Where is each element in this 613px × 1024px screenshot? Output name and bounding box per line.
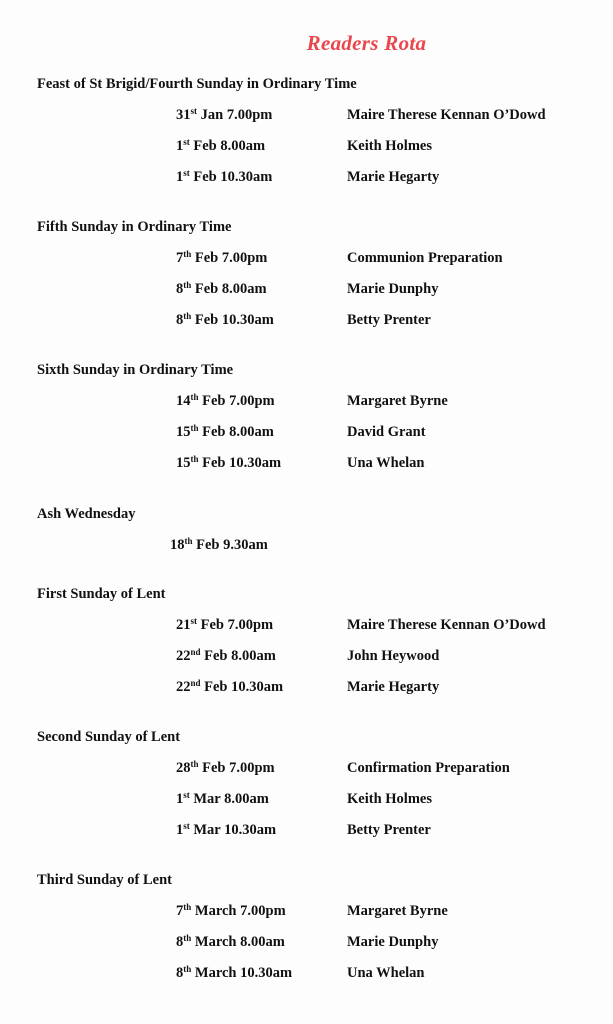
table-row [0,791,613,811]
service-date: 18th Feb 9.30am [170,536,268,553]
service-date: 1st Mar 10.30am [176,821,277,838]
table-row [0,965,613,985]
reader-name: Una Whelan [347,455,425,471]
section-heading: Sixth Sunday in Ordinary Time [37,362,234,378]
reader-name: Marie Dunphy [347,934,439,950]
section-heading: Third Sunday of Lent [37,872,172,888]
service-date: 1st Feb 10.30am [176,168,273,185]
service-date: 8th March 8.00am [176,933,285,950]
reader-name: Keith Holmes [347,138,432,154]
service-date: 7th Feb 7.00pm [176,249,268,266]
reader-name: Betty Prenter [347,822,431,838]
reader-name: Maire Therese Kennan O’Dowd [347,107,546,123]
service-date: 28th Feb 7.00pm [176,759,275,776]
table-row [0,648,613,668]
table-row [0,250,613,270]
reader-name: Marie Dunphy [347,281,439,297]
table-row [0,455,613,475]
service-date: 7th March 7.00pm [176,902,286,919]
service-date: 15th Feb 8.00am [176,423,274,440]
reader-name: Marie Hegarty [347,169,440,185]
table-row [0,537,613,557]
service-date: 15th Feb 10.30am [176,454,282,471]
table-row [0,312,613,332]
reader-name: Keith Holmes [347,791,432,807]
service-date: 8th Feb 10.30am [176,311,274,328]
table-row [0,424,613,444]
section-heading: Ash Wednesday [37,506,136,522]
reader-name: Communion Preparation [347,250,503,266]
page-title: Readers Rota [306,31,427,55]
reader-name: David Grant [347,424,426,440]
table-row [0,822,613,842]
table-row [0,138,613,158]
table-row [0,760,613,780]
section-heading: Fifth Sunday in Ordinary Time [37,219,232,235]
reader-name: Maire Therese Kennan O’Dowd [347,617,546,633]
table-row [0,617,613,637]
reader-name: Marie Hegarty [347,679,440,695]
reader-name: Margaret Byrne [347,393,448,409]
reader-name: Betty Prenter [347,312,431,328]
table-row [0,107,613,127]
service-date: 14th Feb 7.00pm [176,392,275,409]
reader-name: Margaret Byrne [347,903,448,919]
service-date: 22nd Feb 8.00am [176,647,276,664]
table-row [0,679,613,699]
section-heading: Second Sunday of Lent [37,729,181,745]
table-row [0,934,613,954]
service-date: 8th March 10.30am [176,964,293,981]
table-row [0,393,613,413]
service-date: 21st Feb 7.00pm [176,616,274,633]
service-date: 31st Jan 7.00pm [176,106,273,123]
table-row [0,281,613,301]
section-heading: First Sunday of Lent [37,586,166,602]
reader-name: John Heywood [347,648,440,664]
reader-name: Una Whelan [347,965,425,981]
service-date: 1st Mar 8.00am [176,790,269,807]
service-date: 22nd Feb 10.30am [176,678,284,695]
reader-name: Confirmation Preparation [347,760,510,776]
service-date: 8th Feb 8.00am [176,280,267,297]
table-row [0,903,613,923]
section-heading: Feast of St Brigid/Fourth Sunday in Ordinary Time [37,76,357,92]
table-row [0,169,613,189]
service-date: 1st Feb 8.00am [176,137,266,154]
